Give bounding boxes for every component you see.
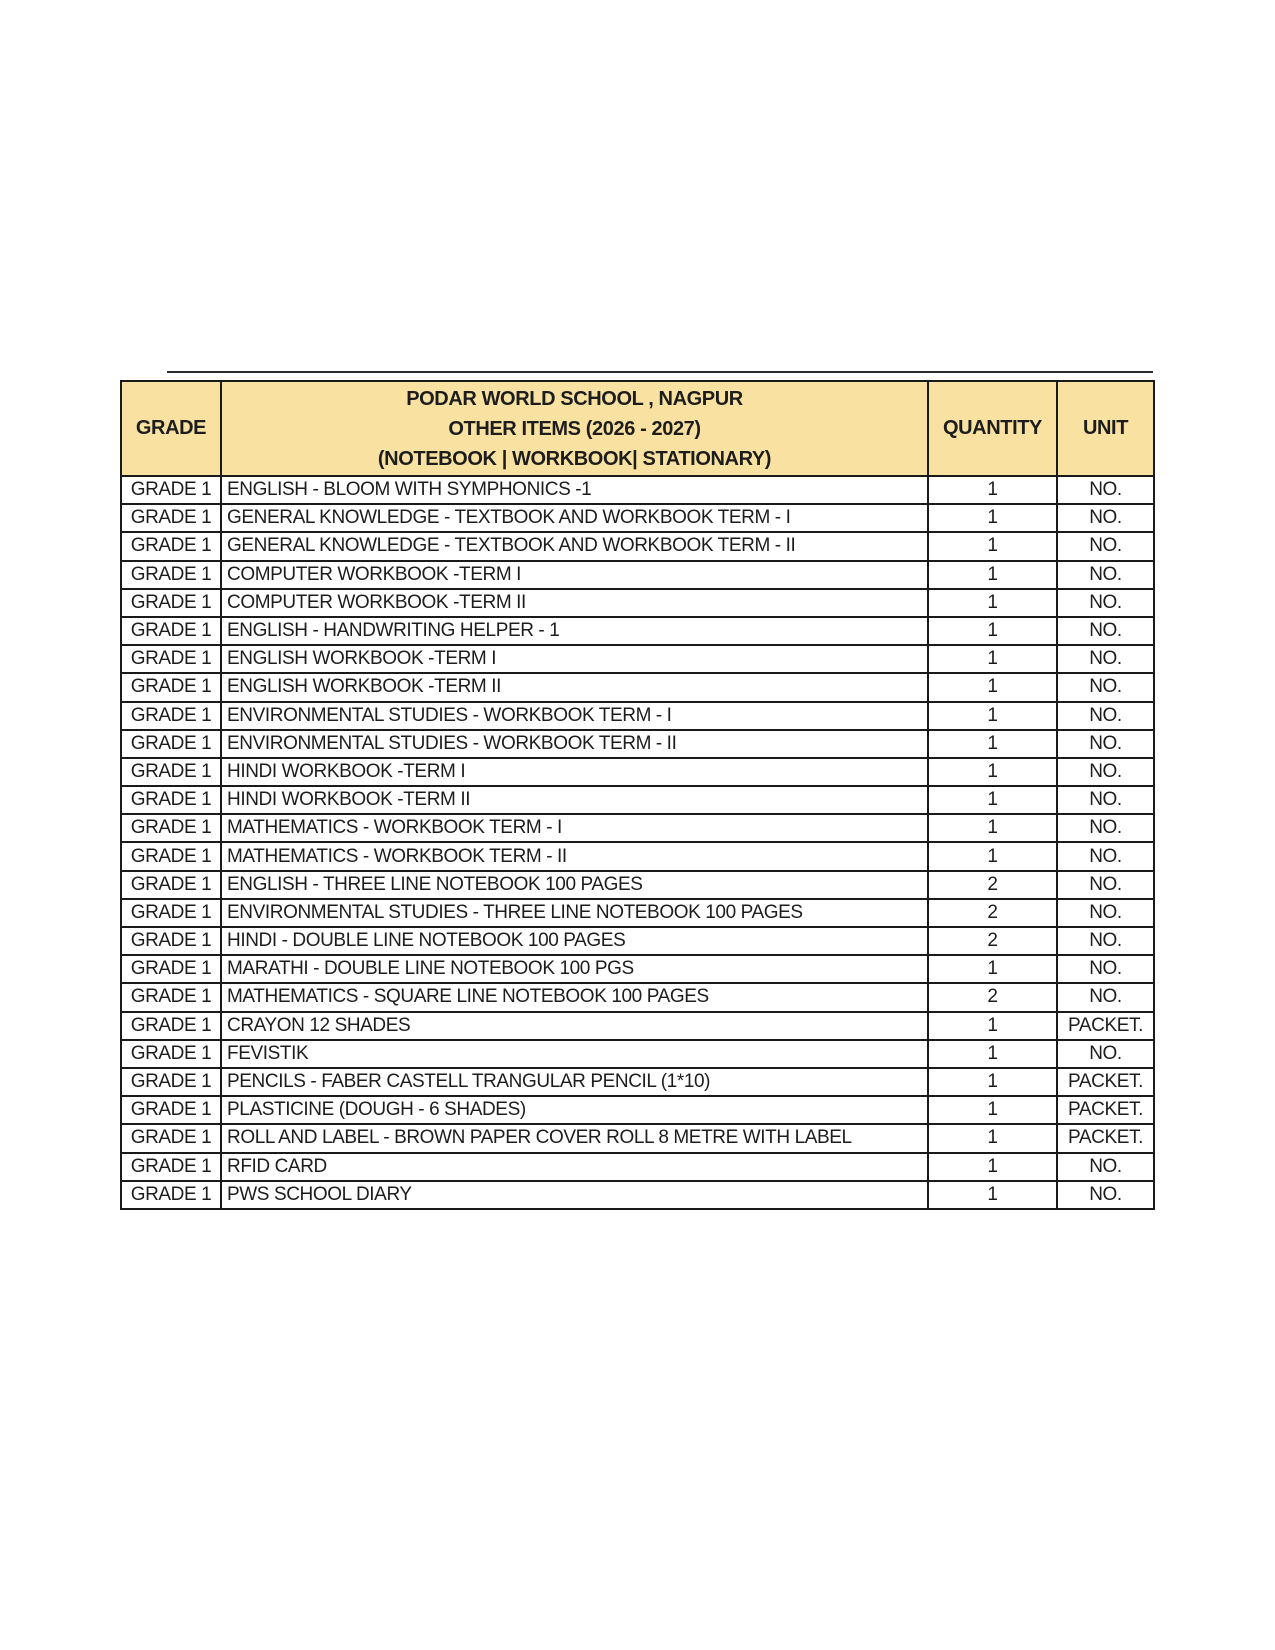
item-cell: MATHEMATICS - SQUARE LINE NOTEBOOK 100 PAGES <box>221 983 928 1011</box>
quantity-cell: 1 <box>928 1124 1057 1152</box>
unit-cell: NO. <box>1057 1153 1154 1181</box>
table-row <box>121 476 1154 504</box>
unit-cell: NO. <box>1057 645 1154 673</box>
quantity-cell: 1 <box>928 955 1057 983</box>
table-body <box>121 476 1154 1209</box>
unit-cell: PACKET. <box>1057 1124 1154 1152</box>
unit-cell: NO. <box>1057 927 1154 955</box>
grade-cell: GRADE 1 <box>121 871 221 899</box>
quantity-cell: 1 <box>928 1096 1057 1124</box>
quantity-cell: 1 <box>928 730 1057 758</box>
grade-cell: GRADE 1 <box>121 617 221 645</box>
table-row <box>121 730 1154 758</box>
item-cell: PLASTICINE (DOUGH - 6 SHADES) <box>221 1096 928 1124</box>
table-row <box>121 814 1154 842</box>
table-row <box>121 927 1154 955</box>
grade-cell: GRADE 1 <box>121 899 221 927</box>
table-row <box>121 504 1154 532</box>
grade-cell: GRADE 1 <box>121 476 221 504</box>
table-row <box>121 1068 1154 1096</box>
table-row <box>121 758 1154 786</box>
item-cell: ENVIRONMENTAL STUDIES - WORKBOOK TERM - II <box>221 730 928 758</box>
quantity-cell: 1 <box>928 532 1057 560</box>
grade-cell: GRADE 1 <box>121 1181 221 1209</box>
unit-cell: NO. <box>1057 589 1154 617</box>
item-cell: COMPUTER WORKBOOK -TERM I <box>221 561 928 589</box>
grade-cell: GRADE 1 <box>121 504 221 532</box>
quantity-column-header: QUANTITY <box>928 381 1057 476</box>
unit-cell: NO. <box>1057 899 1154 927</box>
item-cell: PENCILS - FABER CASTELL TRANGULAR PENCIL (1*10) <box>221 1068 928 1096</box>
unit-cell: NO. <box>1057 702 1154 730</box>
grade-cell: GRADE 1 <box>121 1124 221 1152</box>
quantity-cell: 2 <box>928 983 1057 1011</box>
quantity-cell: 1 <box>928 786 1057 814</box>
unit-cell: NO. <box>1057 1040 1154 1068</box>
quantity-cell: 2 <box>928 871 1057 899</box>
unit-cell: PACKET. <box>1057 1012 1154 1040</box>
grade-cell: GRADE 1 <box>121 955 221 983</box>
table-row <box>121 645 1154 673</box>
item-cell: ENGLISH - HANDWRITING HELPER - 1 <box>221 617 928 645</box>
item-cell: HINDI - DOUBLE LINE NOTEBOOK 100 PAGES <box>221 927 928 955</box>
grade-cell: GRADE 1 <box>121 1012 221 1040</box>
grade-cell: GRADE 1 <box>121 589 221 617</box>
item-cell: ROLL AND LABEL - BROWN PAPER COVER ROLL 8 METRE WITH LABEL <box>221 1124 928 1152</box>
table-row <box>121 1124 1154 1152</box>
quantity-cell: 1 <box>928 589 1057 617</box>
grade-cell: GRADE 1 <box>121 1040 221 1068</box>
table-row <box>121 983 1154 1011</box>
table-row <box>121 955 1154 983</box>
grade-cell: GRADE 1 <box>121 786 221 814</box>
item-cell: ENGLISH WORKBOOK -TERM II <box>221 673 928 701</box>
unit-cell: NO. <box>1057 730 1154 758</box>
category-subtitle: (NOTEBOOK | WORKBOOK| STATIONARY) <box>377 447 772 470</box>
quantity-cell: 1 <box>928 1181 1057 1209</box>
quantity-cell: 1 <box>928 617 1057 645</box>
item-cell: MARATHI - DOUBLE LINE NOTEBOOK 100 PGS <box>221 955 928 983</box>
table-row <box>121 673 1154 701</box>
table-row <box>121 842 1154 870</box>
unit-cell: NO. <box>1057 532 1154 560</box>
unit-cell: NO. <box>1057 842 1154 870</box>
quantity-cell: 1 <box>928 814 1057 842</box>
grade-cell: GRADE 1 <box>121 730 221 758</box>
table-row <box>121 617 1154 645</box>
school-title: PODAR WORLD SCHOOL , NAGPUR <box>406 387 743 410</box>
unit-column-header: UNIT <box>1057 381 1154 476</box>
quantity-cell: 2 <box>928 927 1057 955</box>
table-row <box>121 702 1154 730</box>
item-cell: GENERAL KNOWLEDGE - TEXTBOOK AND WORKBOOK TERM - II <box>221 532 928 560</box>
quantity-cell: 1 <box>928 476 1057 504</box>
table-row <box>121 561 1154 589</box>
table-row <box>121 1012 1154 1040</box>
quantity-cell: 1 <box>928 1068 1057 1096</box>
table-row <box>121 1181 1154 1209</box>
grade-cell: GRADE 1 <box>121 1153 221 1181</box>
table-row <box>121 871 1154 899</box>
table-row <box>121 589 1154 617</box>
item-cell: ENGLISH - BLOOM WITH SYMPHONICS -1 <box>221 476 928 504</box>
quantity-cell: 1 <box>928 504 1057 532</box>
quantity-cell: 1 <box>928 702 1057 730</box>
item-cell: PWS SCHOOL DIARY <box>221 1181 928 1209</box>
table-row <box>121 899 1154 927</box>
unit-cell: NO. <box>1057 758 1154 786</box>
grade-column-header: GRADE <box>121 381 221 476</box>
unit-cell: NO. <box>1057 504 1154 532</box>
item-cell: MATHEMATICS - WORKBOOK TERM - II <box>221 842 928 870</box>
item-cell: HINDI WORKBOOK -TERM II <box>221 786 928 814</box>
grade-cell: GRADE 1 <box>121 842 221 870</box>
table-row <box>121 532 1154 560</box>
grade-cell: GRADE 1 <box>121 532 221 560</box>
grade-cell: GRADE 1 <box>121 1068 221 1096</box>
table-row <box>121 786 1154 814</box>
supply-list-table <box>120 380 1155 1210</box>
quantity-cell: 1 <box>928 1153 1057 1181</box>
unit-cell: NO. <box>1057 1181 1154 1209</box>
item-cell: GENERAL KNOWLEDGE - TEXTBOOK AND WORKBOOK TERM - I <box>221 504 928 532</box>
page-break-artifact-line <box>167 371 1153 373</box>
unit-cell: NO. <box>1057 561 1154 589</box>
unit-cell: NO. <box>1057 786 1154 814</box>
item-cell: FEVISTIK <box>221 1040 928 1068</box>
items-subtitle: OTHER ITEMS (2026 - 2027) <box>448 417 701 440</box>
unit-cell: NO. <box>1057 476 1154 504</box>
table-row <box>121 1040 1154 1068</box>
quantity-cell: 1 <box>928 842 1057 870</box>
grade-cell: GRADE 1 <box>121 561 221 589</box>
quantity-cell: 1 <box>928 1012 1057 1040</box>
unit-cell: NO. <box>1057 871 1154 899</box>
item-cell: HINDI WORKBOOK -TERM I <box>221 758 928 786</box>
unit-cell: PACKET. <box>1057 1096 1154 1124</box>
quantity-cell: 1 <box>928 645 1057 673</box>
quantity-cell: 1 <box>928 561 1057 589</box>
header-row <box>121 381 1154 476</box>
unit-cell: NO. <box>1057 955 1154 983</box>
item-cell: ENGLISH - THREE LINE NOTEBOOK 100 PAGES <box>221 871 928 899</box>
item-cell: ENVIRONMENTAL STUDIES - WORKBOOK TERM - I <box>221 702 928 730</box>
item-cell: RFID CARD <box>221 1153 928 1181</box>
item-cell: ENVIRONMENTAL STUDIES - THREE LINE NOTEBOOK 100 PAGES <box>221 899 928 927</box>
title-column-header <box>221 381 928 476</box>
item-cell: CRAYON 12 SHADES <box>221 1012 928 1040</box>
quantity-cell: 2 <box>928 899 1057 927</box>
quantity-cell: 1 <box>928 758 1057 786</box>
grade-cell: GRADE 1 <box>121 814 221 842</box>
grade-cell: GRADE 1 <box>121 673 221 701</box>
unit-cell: PACKET. <box>1057 1068 1154 1096</box>
grade-cell: GRADE 1 <box>121 1096 221 1124</box>
grade-cell: GRADE 1 <box>121 645 221 673</box>
item-cell: ENGLISH WORKBOOK -TERM I <box>221 645 928 673</box>
item-cell: MATHEMATICS - WORKBOOK TERM - I <box>221 814 928 842</box>
table-header <box>121 381 1154 476</box>
unit-cell: NO. <box>1057 814 1154 842</box>
unit-cell: NO. <box>1057 983 1154 1011</box>
grade-cell: GRADE 1 <box>121 758 221 786</box>
quantity-cell: 1 <box>928 673 1057 701</box>
unit-cell: NO. <box>1057 617 1154 645</box>
grade-cell: GRADE 1 <box>121 983 221 1011</box>
item-cell: COMPUTER WORKBOOK -TERM II <box>221 589 928 617</box>
grade-cell: GRADE 1 <box>121 702 221 730</box>
quantity-cell: 1 <box>928 1040 1057 1068</box>
unit-cell: NO. <box>1057 673 1154 701</box>
table-row <box>121 1096 1154 1124</box>
table-row <box>121 1153 1154 1181</box>
grade-cell: GRADE 1 <box>121 927 221 955</box>
